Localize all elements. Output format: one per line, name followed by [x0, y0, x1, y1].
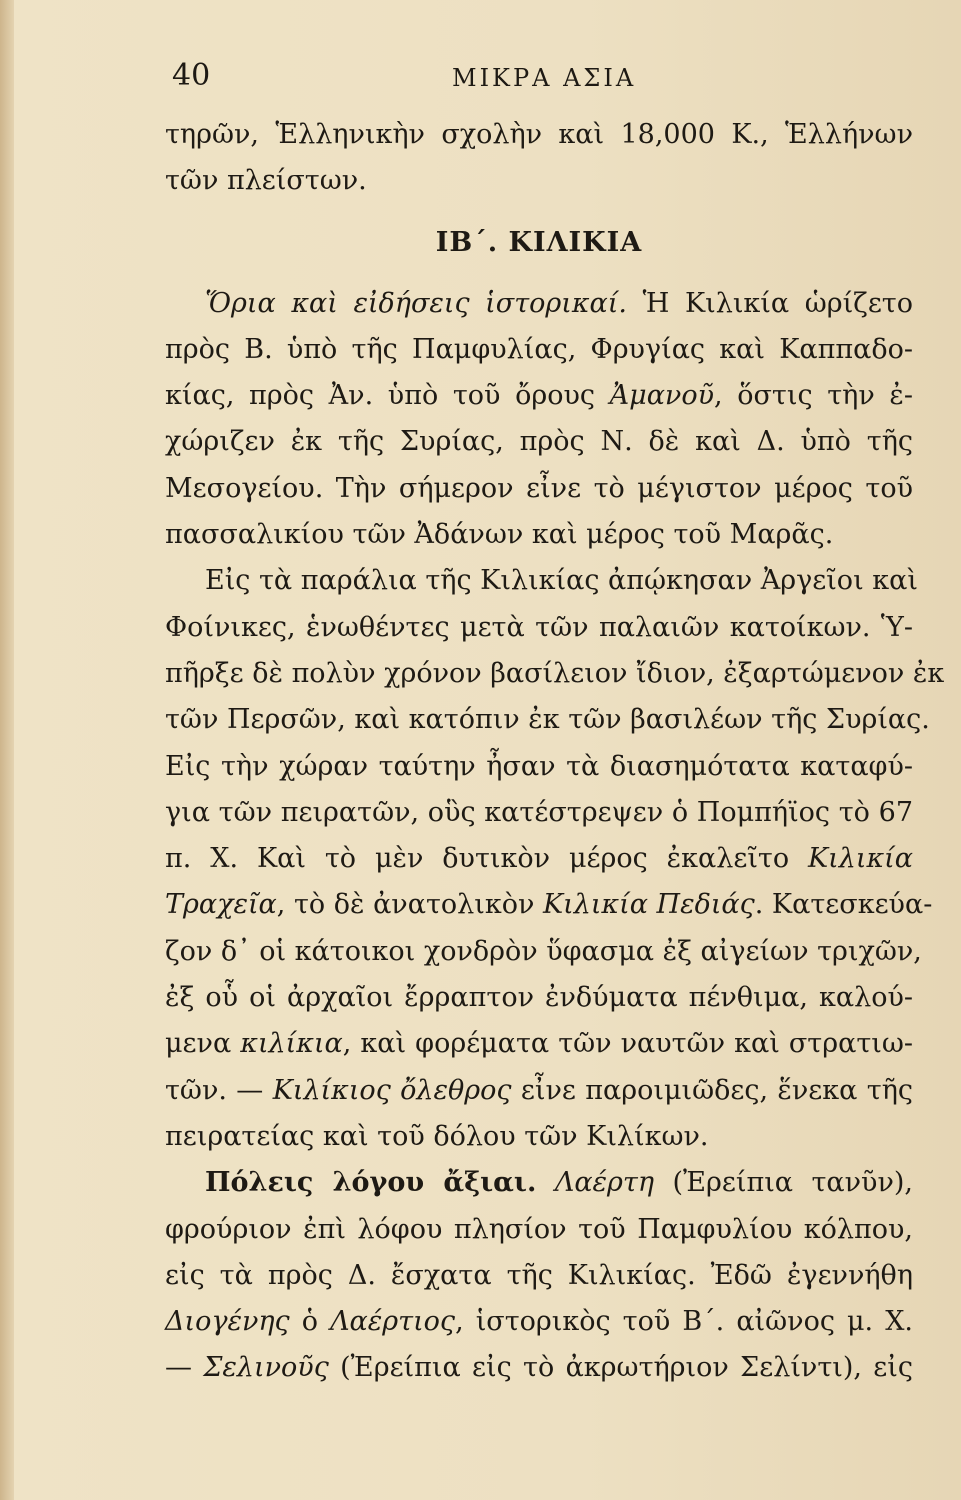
text-line: πασσαλικίου τῶν Ἀδάνων καὶ μέρος τοῦ Μαρᾶς. [165, 519, 834, 551]
text-line: Φοίνικες, ἑνωθέντες μετὰ τῶν παλαιῶν κατοίκων. Ὑ- [165, 611, 913, 643]
body-text [165, 112, 945, 1392]
text-line: πῆρξε δὲ πολὺν χρόνον βασίλειον ἴδιον, ἐξαρτώμενον ἐκ [165, 657, 945, 689]
text-line: πειρατείας καὶ τοῦ δόλου τῶν Κιλίκων. [165, 1120, 709, 1152]
section-heading: ΙΒ΄. ΚΙΛΙΚΙΑ [435, 226, 643, 258]
subsection-line: Πόλεις λόγου ἄξιαι. Λαέρτη (Ἐρείπια τανῦν), [205, 1167, 913, 1199]
running-head [172, 58, 912, 98]
text-line: μενα κιλίκια, καὶ φορέματα τῶν ναυτῶν καὶ στρατιω- [165, 1028, 914, 1060]
text-line: Τραχεῖα, τὸ δὲ ἀνατολικὸν Κιλικία Πεδιάς. Κατεσκεύα- [165, 889, 933, 921]
text-line: Εἰς τὴν χώραν ταύτην ἦσαν τὰ διασημότατα καταφύ- [165, 750, 913, 782]
text-line: εἰς τὰ πρὸς Δ. ἔσχατα τῆς Κιλικίας. Ἐδῶ ἐγεννήθη [165, 1259, 913, 1291]
running-title: ΜΙΚΡΑ ΑΣΙΑ [452, 64, 637, 92]
text-line: Εἰς τὰ παράλια τῆς Κιλικίας ἀπῴκησαν Ἀργεῖοι καὶ [205, 565, 918, 597]
text-line: τῶν Περσῶν, καὶ κατόπιν ἐκ τῶν βασιλέων τῆς Συρίας. [165, 704, 930, 736]
subsection-title: Πόλεις λόγου ἄξιαι. [205, 1167, 537, 1199]
text-line: για τῶν πειρατῶν, οὓς κατέστρεψεν ὁ Πομπήϊος τὸ 67 [165, 796, 913, 828]
text-line: χώριζεν ἐκ τῆς Συρίας, πρὸς Ν. δὲ καὶ Δ. ὑπὸ τῆς [165, 426, 913, 458]
text-line: τηρῶν, Ἑλληνικὴν σχολὴν καὶ 18,000 Κ., Ἑλλήνων [165, 119, 913, 150]
text-line: — Σελινοῦς (Ἐρείπια εἰς τὸ ἀκρωτήριον Σελίντι), εἰς [165, 1352, 913, 1384]
text-line: ζον δ᾽ οἱ κάτοικοι χονδρὸν ὕφασμα ἐξ αἰγείων τριχῶν, [165, 935, 922, 967]
text-line: τῶν. — Κιλίκιος ὄλεθρος εἶνε παροιμιῶδες, ἕνεκα τῆς [165, 1074, 913, 1106]
text-line: Μεσογείου. Τὴν σήμερον εἶνε τὸ μέγιστον μέρος τοῦ [165, 472, 913, 504]
text-line: τῶν πλείστων. [165, 165, 367, 197]
text-line: φρούριον ἐπὶ λόφου πλησίον τοῦ Παμφυλίου κόλπου, [165, 1213, 913, 1245]
text-line: Διογένης ὁ Λαέρτιος, ἱστορικὸς τοῦ Β΄. αἰῶνος μ. Χ. [165, 1306, 913, 1338]
text-line: κίας, πρὸς Ἀν. ὑπὸ τοῦ ὄρους Ἀμανοῦ, ὅστις τὴν ἐ- [165, 380, 913, 412]
text-line: Ὅρια καὶ εἰδήσεις ἱστορικαί. Ἡ Κιλικία ὡρίζετο [205, 287, 914, 319]
page-gutter-edge [0, 0, 14, 1500]
text-line: πρὸς Β. ὑπὸ τῆς Παμφυλίας, Φρυγίας καὶ Καππαδο- [165, 333, 913, 365]
text-line: π. Χ. Καὶ τὸ μὲν δυτικὸν μέρος ἐκαλεῖτο Κιλικία [165, 843, 913, 875]
page-number: 40 [172, 58, 211, 93]
text-line: ἐξ οὗ οἱ ἀρχαῖοι ἔρραπτον ἐνδύματα πένθιμα, καλού- [165, 982, 913, 1014]
